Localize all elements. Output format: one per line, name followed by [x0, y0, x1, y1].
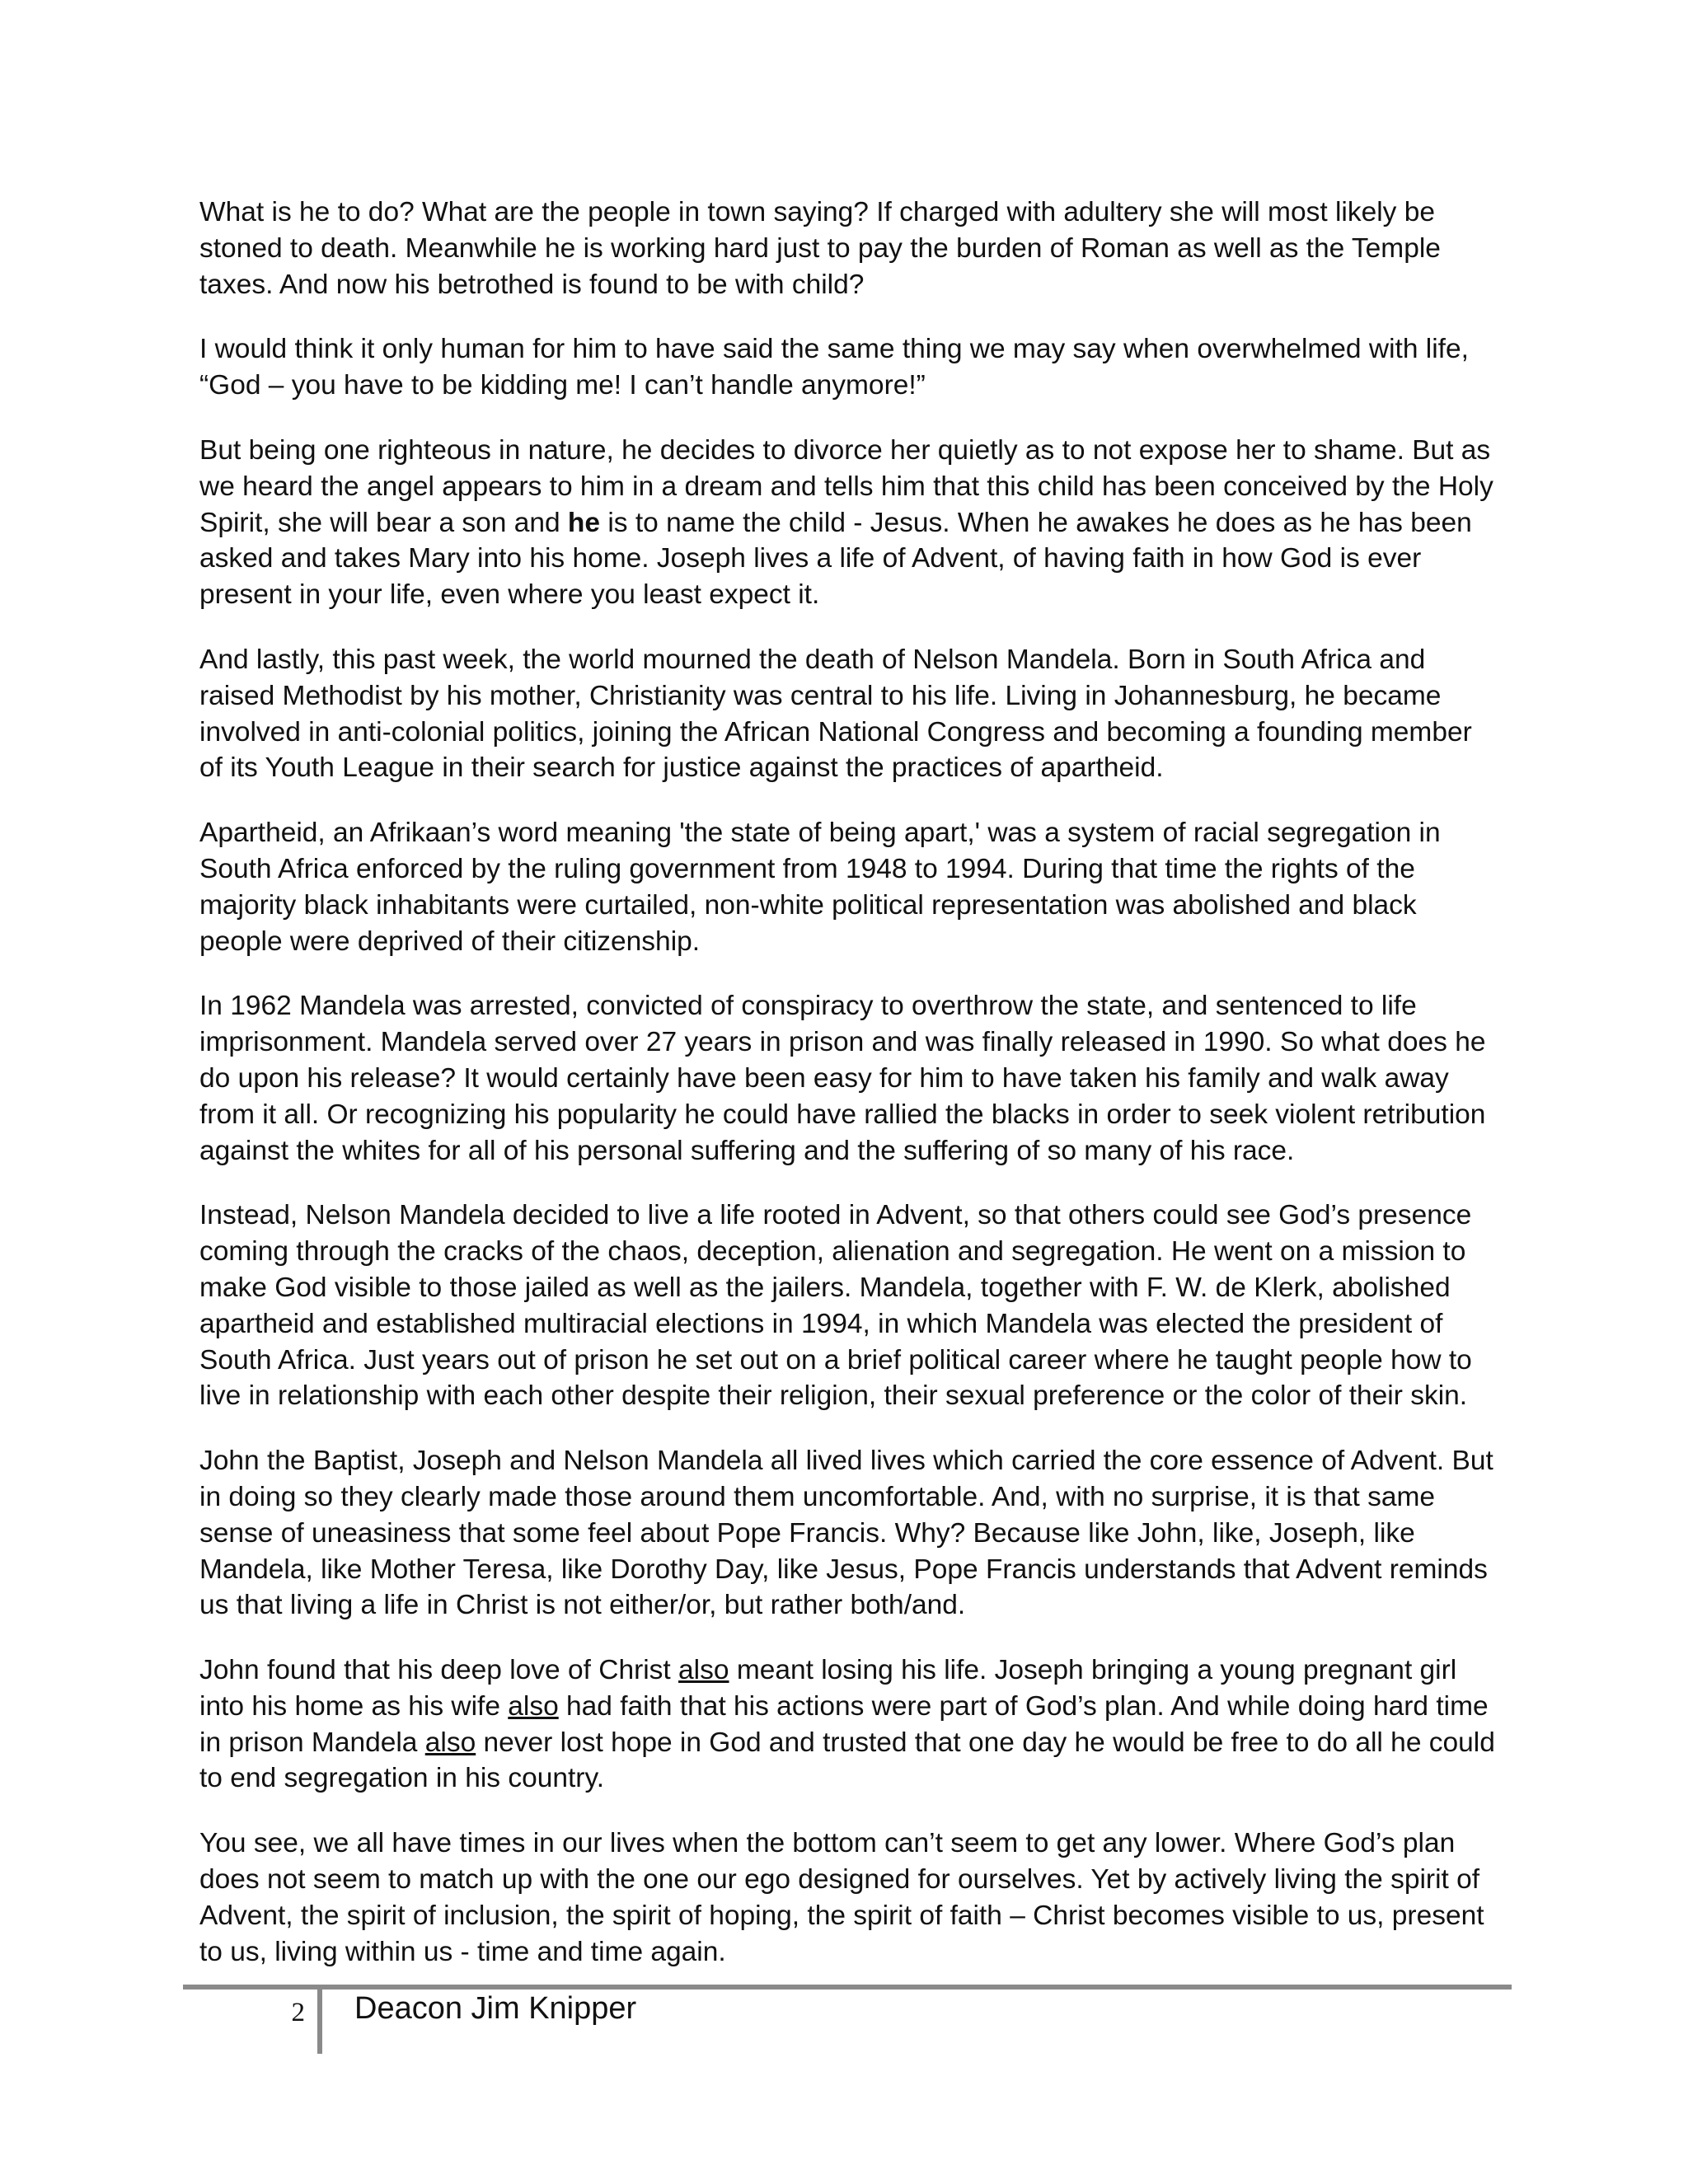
underlined-word: also [508, 1690, 559, 1722]
paragraph [199, 1652, 1502, 1797]
text-segment: I would think it only human for him to have said the same thing we may say when overwhelmed with life, “God – you have to be kidding me! I can’t handle anymore!” [199, 334, 1469, 401]
text-segment: In 1962 Mandela was arrested, convicted of conspiracy to overthrow the state, and sentenced to life imprisonment. Mandela served over 27 years in prison and was finally released in 1990. So what does he do upon his release? It would certainly have been easy for him to have taken his family and walk away from it all. Or recognizing his popularity he could have rallied the blacks in order to seek violent retribution against the whites for all of his personal suffering and the suffering of so many of his race. [199, 991, 1486, 1166]
paragraph [199, 331, 1502, 404]
paragraph [199, 1443, 1502, 1624]
text-segment: What is he to do? What are the people in town saying? If charged with adultery she will most likely be stoned to death. Meanwhile he is working hard just to pay the burden of Roman as well as the Temple taxes. And now his betrothed is found to be with child? [199, 197, 1441, 300]
text-segment: But being one righteous in nature, he decides to divorce her quietly as to not expose her to shame. But as we heard the angel appears to him in a dream and tells him that this child has been conceived by the Holy Spirit, she will bear a son and [199, 434, 1493, 538]
text-segment: Instead, Nelson Mandela decided to live a life rooted in Advent, so that others could see God’s presence coming through the cracks of the chaos, deception, alienation and segregation. He went on a mission to make God visible to those jailed as well as the jailers. Mandela, together with F. W. de Klerk, abolished apartheid and established multiracial elections in 1994, in which Mandela was elected the president of South Africa. Just years out of prison he set out on a brief political career where he taught people how to live in relationship with each other despite their religion, their sexual preference or the color of their skin. [199, 1200, 1472, 1412]
paragraph [199, 433, 1502, 613]
paragraph [199, 642, 1502, 786]
text-segment: John the Baptist, Joseph and Nelson Mandela all lived lives which carried the core essence of Advent. But in doing so they clearly made those around them uncomfortable. And, with no surprise, it is that same sense of uneasiness that some feel about Pope Francis. Why? Because like John, like, Joseph, like Mandela, like Mother Teresa, like Dorothy Day, like Jesus, Pope Francis understands that Advent reminds us that living a life in Christ is not either/or, but rather both/and. [199, 1446, 1493, 1621]
paragraph [199, 194, 1502, 302]
text-segment: You see, we all have times in our lives when the bottom can’t seem to get any lower. Where God’s plan does not seem to match up with the one our ego designed for ourselves. Yet by actively living the spirit of Advent, the spirit of inclusion, the spirit of hoping, the spirit of faith – Christ becomes visible to us, present to us, living within us - time and time again. [199, 1828, 1484, 1967]
page-number: 2 [291, 1998, 305, 2027]
underlined-word: also [678, 1655, 729, 1686]
body-text [199, 194, 1502, 1999]
paragraph [199, 815, 1502, 959]
text-segment: had faith that his actions were part of God’s plan. And while doing hard time in prison Mandela [199, 1690, 1489, 1758]
paragraph [199, 1197, 1502, 1414]
text-segment: Apartheid, an Afrikaan’s word meaning 'the state of being apart,' was a system of racial segregation in South Africa enforced by the ruling government from 1948 to 1994. During that time the rights of the majority black inhabitants were curtailed, non-white political representation was abolished and black people were deprived of their citizenship. [199, 818, 1441, 957]
underlined-word: also [424, 1727, 476, 1758]
text-segment: And lastly, this past week, the world mourned the death of Nelson Mandela. Born in South Africa and raised Methodist by his mother, Christianity was central to his life. Living in Johannesburg, he became involved in anti-colonial politics, joining the African National Congress and becoming a founding member of its Youth League in their search for justice against the practices of apartheid. [199, 644, 1472, 784]
footer-divider [317, 1988, 322, 2054]
paragraph [199, 1825, 1502, 1970]
bold-word: he [567, 507, 601, 538]
footer-author: Deacon Jim Knipper [354, 1991, 637, 2026]
text-segment: never lost hope in God and trusted that one day he would be free to do all he could to end segregation in his country. [199, 1727, 1495, 1794]
paragraph [199, 988, 1502, 1169]
text-segment: John found that his deep love of Christ [199, 1655, 679, 1686]
text-segment: meant losing his life. Joseph bringing a young pregnant girl into his home as his wife [199, 1655, 1457, 1722]
text-segment: is to name the child - Jesus. When he awakes he does as he has been asked and takes Mary into his home. Joseph lives a life of Advent, of having faith in how God is ever present in your life, even where you least expect it. [199, 507, 1472, 611]
